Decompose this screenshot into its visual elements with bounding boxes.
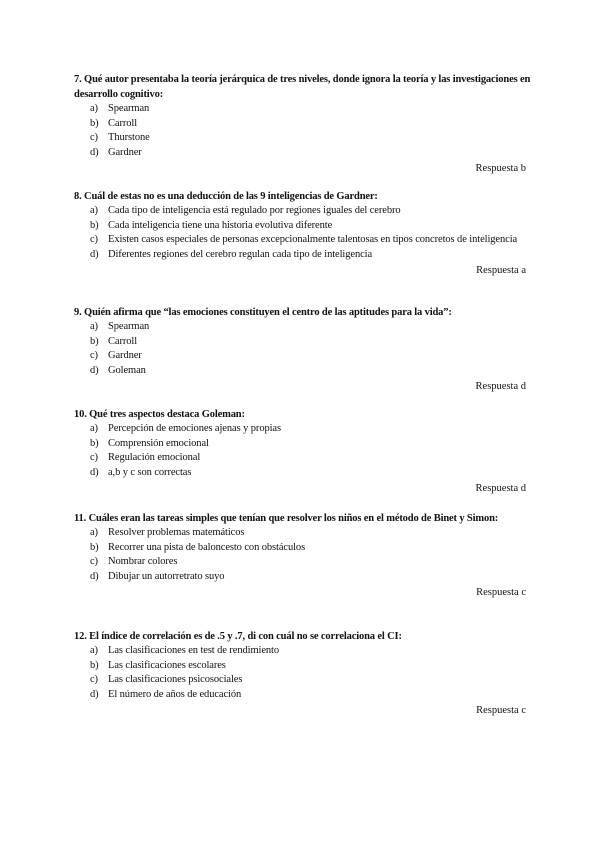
option-item bbox=[74, 117, 534, 132]
option-text: Goleman bbox=[108, 365, 146, 377]
question-block bbox=[74, 305, 534, 394]
option-label: c) bbox=[90, 452, 98, 464]
option-text: Percepción de emociones ajenas y propias bbox=[108, 423, 281, 434]
option-text: Carroll bbox=[108, 335, 138, 347]
option-text: Spearman bbox=[108, 321, 150, 332]
option-item bbox=[74, 526, 534, 541]
option-text: Thurstone bbox=[108, 132, 150, 144]
option-label: b) bbox=[90, 437, 99, 449]
option-item bbox=[74, 233, 534, 248]
option-label: a) bbox=[90, 645, 98, 656]
question-block bbox=[74, 189, 534, 278]
option-label: d) bbox=[90, 571, 99, 583]
answer-label: Respuesta c bbox=[476, 704, 526, 716]
option-text: Comprensión emocional bbox=[108, 437, 209, 449]
option-text: Las clasificaciones psicosociales bbox=[108, 674, 243, 686]
question-title: 12. El índice de correlación es de .5 y .7, di con cuál no se correlaciona el CI: bbox=[74, 631, 402, 642]
question-title: 10. Qué tres aspectos destaca Goleman: bbox=[74, 409, 245, 420]
question-block bbox=[74, 72, 534, 176]
option-text: Resolver problemas matemáticos bbox=[108, 527, 245, 538]
option-label: c) bbox=[90, 234, 98, 246]
option-item bbox=[74, 146, 534, 161]
option-text: Spearman bbox=[108, 103, 150, 114]
option-text: Recorrer una pista de baloncesto con obstáculos bbox=[108, 541, 306, 553]
option-label: a) bbox=[90, 321, 98, 332]
option-text: Cada tipo de inteligencia está regulado por regiones iguales del cerebro bbox=[108, 205, 401, 216]
option-label: d) bbox=[90, 689, 99, 701]
option-list bbox=[74, 644, 534, 703]
option-label: c) bbox=[90, 132, 98, 144]
option-label: a) bbox=[90, 103, 98, 114]
option-label: d) bbox=[90, 249, 99, 261]
answer-label: Respuesta b bbox=[475, 162, 526, 174]
option-text: Las clasificaciones escolares bbox=[108, 659, 226, 671]
option-item bbox=[74, 248, 534, 263]
option-list bbox=[74, 102, 534, 161]
option-item bbox=[74, 219, 534, 234]
option-text: Existen casos especiales de personas excepcionalmente talentosas en tipos concretos de inteligencia bbox=[108, 234, 518, 246]
option-list bbox=[74, 204, 534, 263]
question-title: 8. Cuál de estas no es una deducción de las 9 inteligencias de Gardner: bbox=[74, 191, 378, 202]
option-item bbox=[74, 644, 534, 659]
option-text: Regulación emocional bbox=[108, 452, 201, 464]
option-item bbox=[74, 204, 534, 219]
option-item bbox=[74, 570, 534, 585]
option-item bbox=[74, 451, 534, 466]
option-label: b) bbox=[90, 117, 99, 129]
option-text: Nombrar colores bbox=[108, 556, 178, 568]
option-text: Gardner bbox=[108, 147, 142, 159]
question-block bbox=[74, 511, 534, 600]
answer-label: Respuesta c bbox=[476, 586, 526, 598]
option-label: a) bbox=[90, 527, 98, 538]
option-item bbox=[74, 555, 534, 570]
option-item bbox=[74, 541, 534, 556]
option-item bbox=[74, 131, 534, 146]
option-text: Carroll bbox=[108, 117, 138, 129]
option-text: Gardner bbox=[108, 350, 142, 362]
option-item bbox=[74, 673, 534, 688]
option-label: d) bbox=[90, 467, 99, 479]
option-list bbox=[74, 526, 534, 585]
option-item bbox=[74, 102, 534, 117]
answer-label: Respuesta d bbox=[475, 380, 526, 392]
question-title: 9. Quién afirma que “las emociones constituyen el centro de las aptitudes para la vida”: bbox=[74, 307, 452, 318]
option-label: a) bbox=[90, 423, 98, 434]
option-label: c) bbox=[90, 350, 98, 362]
option-label: b) bbox=[90, 219, 99, 231]
answer-label: Respuesta d bbox=[475, 482, 526, 494]
option-label: c) bbox=[90, 556, 98, 568]
option-label: b) bbox=[90, 335, 99, 347]
option-label: d) bbox=[90, 365, 99, 377]
option-text: El número de años de educación bbox=[108, 689, 242, 701]
option-text: a,b y c son correctas bbox=[108, 467, 192, 479]
option-label: d) bbox=[90, 147, 99, 159]
option-item bbox=[74, 659, 534, 674]
question-block bbox=[74, 407, 534, 496]
option-item bbox=[74, 320, 534, 335]
option-list bbox=[74, 422, 534, 481]
option-text: Cada inteligencia tiene una historia evolutiva diferente bbox=[108, 219, 333, 231]
option-item bbox=[74, 437, 534, 452]
option-item bbox=[74, 349, 534, 364]
option-label: c) bbox=[90, 674, 98, 686]
question-title: 7. Qué autor presentaba la teoría jerárquica de tres niveles, donde ignora la teoría y las investigaciones en desarrollo cognitivo: bbox=[74, 74, 531, 100]
option-item bbox=[74, 335, 534, 350]
option-text: Diferentes regiones del cerebro regulan cada tipo de inteligencia bbox=[108, 249, 373, 261]
option-text: Las clasificaciones en test de rendimiento bbox=[108, 645, 280, 656]
option-item bbox=[74, 688, 534, 703]
option-label: a) bbox=[90, 205, 98, 216]
option-label: b) bbox=[90, 541, 99, 553]
option-label: b) bbox=[90, 659, 99, 671]
question-title: 11. Cuáles eran las tareas simples que tenían que resolver los niños en el método de Binet y Simon: bbox=[74, 513, 499, 524]
option-item bbox=[74, 466, 534, 481]
option-item bbox=[74, 422, 534, 437]
option-item bbox=[74, 364, 534, 379]
option-list bbox=[74, 320, 534, 379]
question-block bbox=[74, 629, 534, 718]
answer-label: Respuesta a bbox=[476, 264, 526, 276]
option-text: Dibujar un autorretrato suyo bbox=[108, 571, 225, 583]
